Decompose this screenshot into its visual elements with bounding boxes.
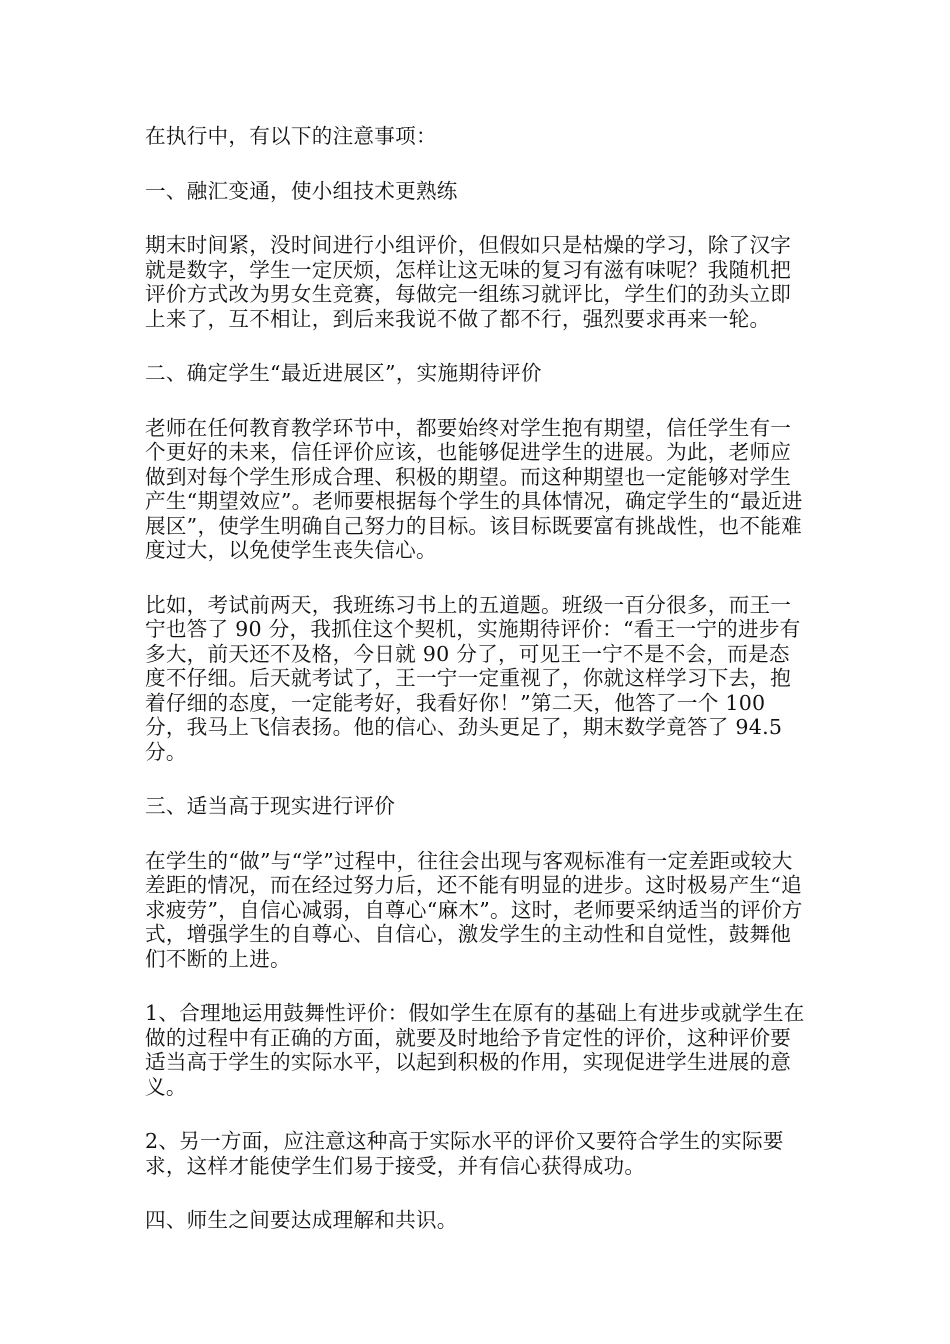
section-heading-1: 一、融汇变通，使小组技术更熟练 xyxy=(145,178,458,203)
document-page xyxy=(145,124,805,1263)
body-paragraph: 在学生的“做”与“学”过程中，往往会出现与客观标准有一定差距或较大差距的情况，而在经过努力后，还不能有明显的进步。这时极易产生“追求疲劳”，自信心减弱，自尊心“麻木”。这时，老师要采纳适当的评价方式，增强学生的自尊心、自信心，激发学生的主动性和自觉性，鼓舞他们不断的上进。 xyxy=(145,848,803,971)
body-paragraph: 2、另一方面，应注意这种高于实际水平的评价又要符合学生的实际要求，这样才能使学生们易于接受，并有信心获得成功。 xyxy=(145,1129,784,1178)
body-paragraph: 比如，考试前两天，我班练习书上的五道题。班级一百分很多，而王一宁也答了 90 分，我抓住这个契机，实施期待评价：“看王一宁的进步有多大，前天还不及格，今日就 90 分了，可见王一宁不是不会，而是态度不仔细。后天就考试了，王一宁一定重视了，你就这样学习下去，抱着仔细的态度，一定能考好，我看好你！”第二天，他答了一个 100 分，我马上飞信表扬。他的信心、劲头更足了，期末数学竟答了 94.5 分。 xyxy=(145,592,801,764)
section-heading-2: 二、确定学生“最近进展区”，实施期待评价 xyxy=(145,361,542,385)
intro-line: 在执行中，有以下的注意事项： xyxy=(145,124,437,148)
section-heading-3: 三、适当高于现实进行评价 xyxy=(145,794,396,818)
section-heading-4: 四、师生之间要达成理解和共识。 xyxy=(145,1208,458,1232)
body-paragraph: 老师在任何教育教学环节中，都要始终对学生抱有期望，信任学生有一个更好的未来，信任评价应该，也能够促进学生的进展。为此，老师应做到对每个学生形成合理、积极的期望。而这种期望也一定能够对学生产生“期望效应”。老师要根据每个学生的具体情况，确定学生的“最近进展区”，使学生明确自己努力的目标。该目标既要富有挑战性，也不能难度过大，以免使学生丧失信心。 xyxy=(145,415,803,562)
body-paragraph: 1、合理地运用鼓舞性评价：假如学生在原有的基础上有进步或就学生在做的过程中有正确的方面，就要及时地给予肯定性的评价，这种评价要适当高于学生的实际水平，以起到积极的作用，实现促进学生进展的意义。 xyxy=(145,1001,805,1099)
body-paragraph: 期末时间紧，没时间进行小组评价，但假如只是枯燥的学习，除了汉字就是数字，学生一定厌烦，怎样让这无味的复习有滋有味呢？我随机把评价方式改为男女生竞赛，每做完一组练习就评比，学生们的劲头立即上来了，互不相让，到后来我说不做了都不行，强烈要求再来一轮。 xyxy=(145,233,792,331)
